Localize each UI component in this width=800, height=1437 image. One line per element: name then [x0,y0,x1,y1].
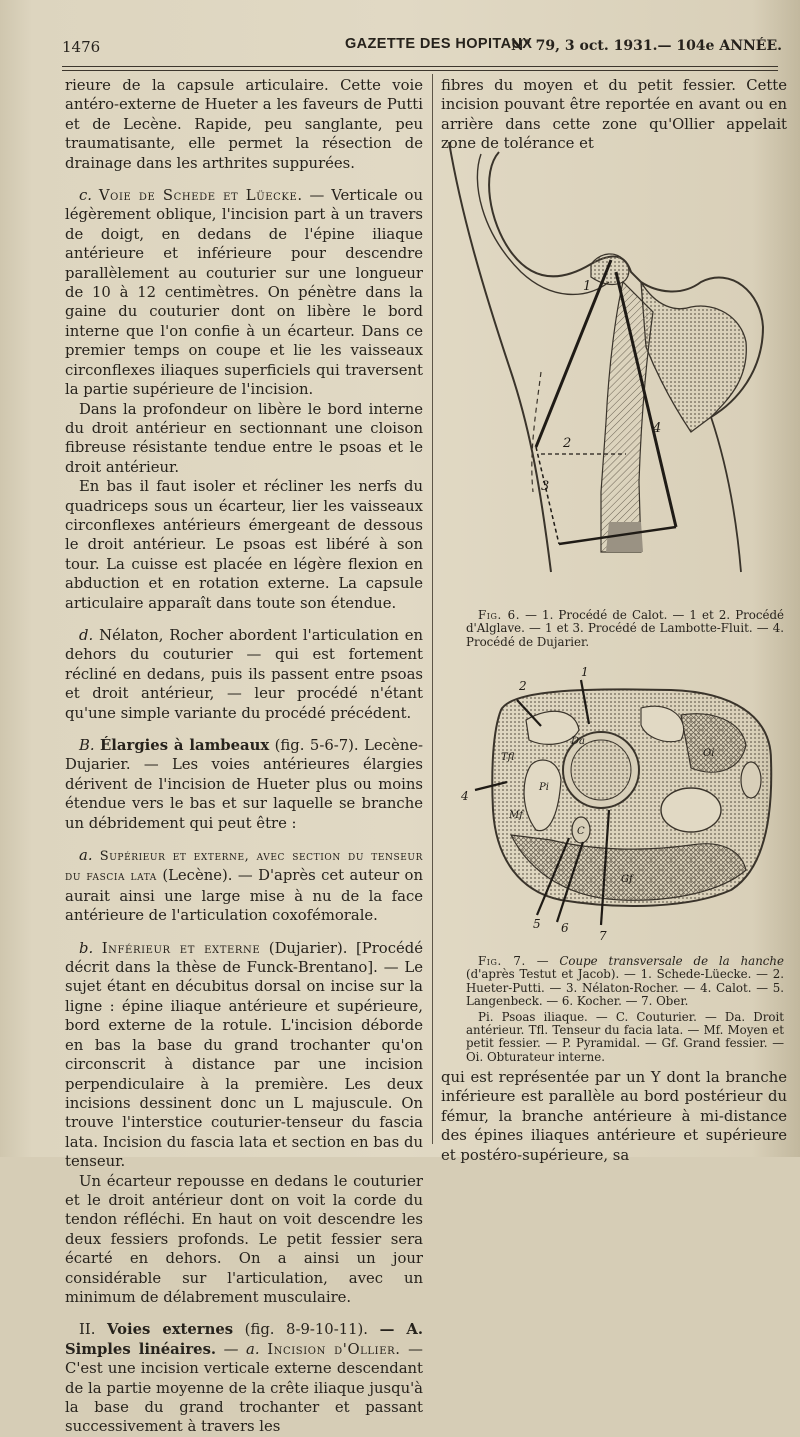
journal-title: GAZETTE DES HOPITAUX [345,36,533,52]
figure-7-caption: Fig. 7. — Coupe transversale de la hanche (d'après Testut et Jacob). — 1. Schede-Lüecke. — 2. Hueter-Putti. — 3. Nélaton-Rocher. — 4. Calot. — 5. Langenbeck. — 6. Kocher. — 7. Ober. Pi. Psoas iliaque. — C. Couturier. — Da. Droit antérieur. Tfl. Tenseur du facia lata. — Mf. Moyen et petit fessier. — P. Pyramidal. — Gf. Grand fessier. — Oi. Obturateur interne. [466,954,784,1064]
fig7-label-6: 6 [561,921,569,935]
figure-7-legend: Pi. Psoas iliaque. — C. Couturier. — Da. Droit antérieur. Tfl. Tenseur du facia lata. — Mf. Moyen et petit fessier. — P. Pyramidal. — Gf. Grand fessier. — Oi. Obturateur interne. [466,1009,784,1064]
paragraph-elargies: B. Élargies à lambeaux (fig. 5-6-7). Lecène-Dujarier. — Les voies antérieures élargies dérivent de l'incision de Hueter plus ou moins étendue vers le bas et sur laquelle se branche un débridement qui peut être : [65,737,423,832]
paragraph: En bas il faut isoler et récliner les nerfs du quadriceps sous un écarteur, lier les vaisseaux circonflexes antérieurs émergeant de dessous le droit antérieur. Le psoas est libéré à son tour. La cuisse est placée en légère flexion en abduction et en rotation externe. La capsule articulaire apparaît dans toute son étendue. [65,478,423,612]
fig7-label-5: 5 [533,917,541,931]
figure-6-caption: Fig. 6. — 1. Procédé de Calot. — 1 et 2. Procédé d'Alglave. — 1 et 3. Procédé de Lambotte-Fluit. — 4. Procédé de Dujarier. [466,608,784,649]
fig7-label-2: 2 [519,679,527,693]
paragraph-nelaton: d. Nélaton, Rocher abordent l'articulation en dehors du couturier — qui est fortement récliné en dedans, puis ils passent entre psoas et droit antérieur, — leur procédé n'étant qu'une simple variante du procédé précédent. [65,626,423,722]
section-title: Supérieur et externe, avec section du tenseur du fascia lata [65,849,423,885]
paragraph-schede: c. Voie de Schede et Lüecke. — Verticale ou légèrement oblique, l'incision part à un travers de doigt, en dedans de l'épine iliaque antérieure et inférieure pour descendre parallèlement au couturier sur une longueur de 10 à 12 centimètres. On pénètre dans la gaine du couturier dont on libère le bord interne que l'on confie à un écarteur. Dans ce premier temps on coupe et lie les vaisseaux circonflexes iliaques superficiels qui traversent la partie supérieure de l'incision. [65,187,423,399]
right-column-top: fibres du moyen et du petit fessier. Cette incision pouvant être reportée en avant ou en arrière dans cette zone qu'Ollier appelait zone de tolérance et [441,77,787,153]
fig7-muscle-c: C [577,826,585,837]
paragraph-dujarier: b. Inférieur et externe (Dujarier). [Procédé décrit dans la thèse de Funck-Brentano]. — Le sujet étant en décubitus dorsal on incise sur la ligne : épine iliaque antérieure et supérieure, bord externe de la rotule. L'incision déborde en bas la base du grand trochanter qu'on circonscrit à distance par une incision perpendiculaire à la première. Les deux incisions dessinent donc un L majuscule. On trouve l'interstice couturier-tenseur du fascia lata. Incision du fascia lata et section en bas du tenseur. [65,939,423,1171]
figure-6-hip-incisions [441,132,787,602]
issue-info: N° 79, 3 oct. 1931.— 104e ANNÉE. [511,38,782,54]
paragraph: Un écarteur repousse en dedans le couturier et le droit antérieur dont on voit la corde du tendon réfléchi. En haut on voit descendre les deux fessiers profonds. Le petit fessier sera écarté en dehors. On a ainsi un jour considérable sur l'articulation, avec un minimum de délabrement musculaire. [65,1172,423,1306]
fig7-muscle-gf: Gf [621,874,633,885]
left-column [65,76,423,1437]
paragraph-voies-externes: II. Voies externes (fig. 8-9-10-11). — A. Simples linéaires. — a. Incision d'Ollier. — C'est une incision verticale externe descendant de la partie moyenne de la crête iliaque jusqu'à la base du grand trochanter et passant successivement à travers les [65,1321,423,1436]
section-title: Voie de Schede et Lüecke. [98,187,303,205]
fig7-muscle-da: Da [571,736,585,747]
fig7-muscle-tfl: Tfl [501,752,515,763]
paragraph: Dans la profondeur on libère le bord interne du droit antérieur en sectionnant une cloison fibreuse résistante tendue entre le psoas et le droit antérieur. [65,400,423,476]
fig7-label-1: 1 [581,665,589,679]
fig7-muscle-mf: Mf [509,810,523,821]
header-rule [62,66,778,67]
paragraph: rieure de la capsule articulaire. Cette voie antéro-externe de Hueter a les faveurs de Putti et de Lecène. Rapide, peu sanglante, peu traumatisante, elle permet la résection de drainage dans les arthrites suppurées. [65,77,423,172]
section-title: Inférieur et externe [101,939,261,957]
fig7-label-4: 4 [461,789,469,803]
page-header [62,34,782,64]
fig7-muscle-oi: Oi [703,748,715,759]
figure-7-hip-cross-section [441,660,787,948]
fig6-label-3: 3 [541,479,550,494]
fig6-label-2: 2 [563,436,572,451]
right-column-bottom: qui est représentée par un Y dont la branche inférieure est parallèle au bord postérieur du fémur, la branche antérieure à mi-distance des épines iliaques antérieure et supérieure et postéro-supérieure, sa [441,1069,787,1164]
fig7-label-7: 7 [599,929,607,943]
column-divider [432,74,433,1144]
page-number: 1476 [62,38,101,56]
fig6-label-1: 1 [583,279,592,294]
paragraph-lecene: a. Supérieur et externe, avec section du tenseur du fascia lata (Lecène). — D'après cet auteur on aurait ainsi une large mise à nu de la face antérieure de l'articulation coxofémorale. [65,847,423,925]
fig6-label-4: 4 [653,421,662,436]
fig7-muscle-pi: Pi [539,782,549,793]
section-title: Voies externes [106,1321,234,1339]
header-rule-2 [62,70,778,71]
section-title: Élargies à lambeaux [100,737,270,754]
